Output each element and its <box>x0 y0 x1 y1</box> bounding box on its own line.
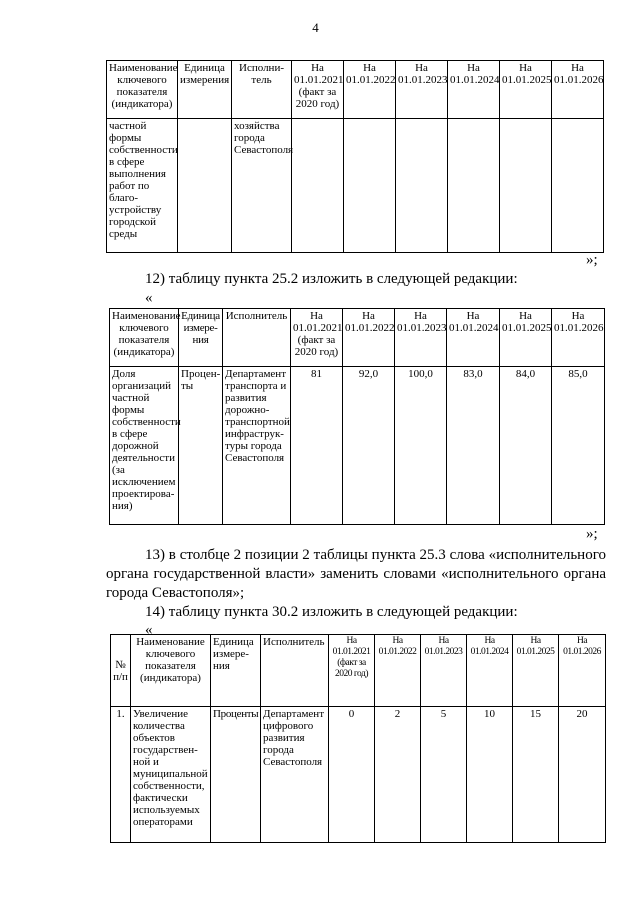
t2-cell-2026: 85,0 <box>552 367 605 525</box>
t1-header-2021: На 01.01.2021 (факт за 2020 год) <box>292 61 344 119</box>
table-indicators-1 <box>106 60 604 253</box>
t3-cell-name: Увеличение количества объектов государствен-ной и муниципальной собственности, фактически используемых операторами <box>131 707 211 843</box>
t3-cell-2025: 15 <box>513 707 559 843</box>
t3-cell-2024: 10 <box>467 707 513 843</box>
t3-header-2025: На 01.01.2025 <box>513 635 559 707</box>
t1-header-2025: На 01.01.2025 <box>500 61 552 119</box>
t3-header-2024: На 01.01.2024 <box>467 635 513 707</box>
t3-cell-2022: 2 <box>375 707 421 843</box>
t3-cell-unit: Проценты <box>211 707 261 843</box>
t1-cell-2024 <box>448 119 500 253</box>
table-indicators-2 <box>109 308 605 525</box>
t1-header-2026: На 01.01.2026 <box>552 61 604 119</box>
t1-cell-2023 <box>396 119 448 253</box>
paragraph-13: 13) в столбце 2 позиции 2 таблицы пункта 25.3 слова «исполнительного органа государственной власти» заменить словами «исполнительного органа города Севастополя»; <box>106 547 606 601</box>
t1-cell-unit <box>178 119 232 253</box>
t3-cell-executor: Департамент цифрового развития города Севастополя <box>261 707 329 843</box>
t2-cell-2023: 100,0 <box>395 367 447 525</box>
t1-cell-name: частной формы собственности в сфере выполнения работ по благо-устройству городской среды <box>107 119 178 253</box>
t1-header-2024: На 01.01.2024 <box>448 61 500 119</box>
t1-cell-2025 <box>500 119 552 253</box>
t1-header-unit: Единица измерения <box>178 61 232 119</box>
paragraph-12: 12) таблицу пункта 25.2 изложить в следующей редакции: <box>145 271 518 287</box>
close-quote-1: »; <box>586 252 598 268</box>
table-indicators-3 <box>110 634 606 843</box>
t3-header-executor: Исполнитель <box>261 635 329 707</box>
t3-cell-2021: 0 <box>329 707 375 843</box>
t3-cell-number: 1. <box>111 707 131 843</box>
t2-cell-2021: 81 <box>291 367 343 525</box>
t2-header-executor: Исполнитель <box>223 309 291 367</box>
t3-cell-2026: 20 <box>559 707 606 843</box>
t3-header-2023: На 01.01.2023 <box>421 635 467 707</box>
t2-header-unit: Единица измере-ния <box>179 309 223 367</box>
t1-cell-2026 <box>552 119 604 253</box>
t2-header-2025: На 01.01.2025 <box>500 309 552 367</box>
t3-cell-2023: 5 <box>421 707 467 843</box>
t2-header-name: Наименование ключевого показателя (индикатора) <box>110 309 179 367</box>
t2-cell-unit: Процен-ты <box>179 367 223 525</box>
t2-header-2021: На 01.01.2021 (факт за 2020 год) <box>291 309 343 367</box>
page-number: 4 <box>312 20 319 35</box>
close-quote-2: »; <box>586 526 598 542</box>
t2-cell-executor: Департамент транспорта и развития дорожно-транспортной инфраструк-туры города Севастополя <box>223 367 291 525</box>
t3-header-unit: Единица измере-ния <box>211 635 261 707</box>
t1-header-executor: Исполни-тель <box>232 61 292 119</box>
t2-cell-2022: 92,0 <box>343 367 395 525</box>
t1-cell-2022 <box>344 119 396 253</box>
t2-cell-2024: 83,0 <box>447 367 500 525</box>
t3-header-2022: На 01.01.2022 <box>375 635 421 707</box>
t3-header-number: № п/п <box>111 635 131 707</box>
t2-cell-2025: 84,0 <box>500 367 552 525</box>
t1-cell-2021 <box>292 119 344 253</box>
open-quote-3: « <box>145 622 153 638</box>
t2-header-2022: На 01.01.2022 <box>343 309 395 367</box>
t3-header-name: Наименование ключевого показателя (индикатора) <box>131 635 211 707</box>
t1-header-name: Наименование ключевого показателя (индикатора) <box>107 61 178 119</box>
paragraph-14: 14) таблицу пункта 30.2 изложить в следующей редакции: <box>145 604 518 620</box>
t2-header-2024: На 01.01.2024 <box>447 309 500 367</box>
t3-header-2026: На 01.01.2026 <box>559 635 606 707</box>
t2-cell-name: Доля организаций частной формы собственности в сфере дорожной деятельности (за исключением проектирова-ния) <box>110 367 179 525</box>
t1-header-2023: На 01.01.2023 <box>396 61 448 119</box>
t2-header-2026: На 01.01.2026 <box>552 309 605 367</box>
t1-header-2022: На 01.01.2022 <box>344 61 396 119</box>
t3-header-2021: На 01.01.2021 (факт за 2020 год) <box>329 635 375 707</box>
open-quote-2: « <box>145 290 153 306</box>
t2-header-2023: На 01.01.2023 <box>395 309 447 367</box>
t1-cell-executor: хозяйства города Севастополя <box>232 119 292 253</box>
